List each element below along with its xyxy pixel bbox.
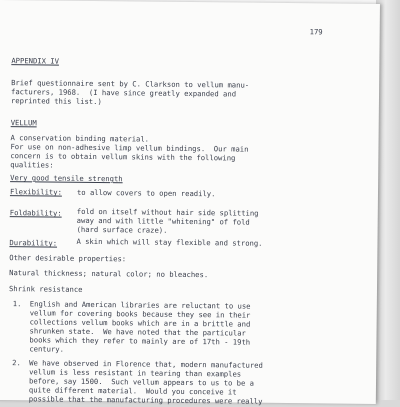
- quality-definition: to allow covers to open readily.: [76, 187, 216, 199]
- purpose-line: concern is to obtain vellum skins with the following: [10, 151, 236, 163]
- purpose-line: qualities:: [10, 160, 54, 170]
- item-line: quite different material. Would you conceive it: [28, 385, 237, 397]
- quality-definition: away and with little "whitening" of fold: [76, 215, 250, 227]
- section-title: VELLUM: [10, 118, 37, 128]
- page-number: 179: [309, 27, 323, 37]
- item-line: century.: [29, 344, 65, 354]
- qualities-heading: Very good tensile strength: [10, 173, 123, 184]
- other-heading: Other desirable properties:: [9, 253, 127, 264]
- appendix-heading: APPENDIX IV: [11, 56, 60, 66]
- item-line: vellum for covering books because they see in their: [29, 308, 251, 320]
- item-line: before, say 1500. Such vellum appears to us to be a: [28, 376, 255, 388]
- intro-line: Brief questionnaire sent by C. Clarkson to vellum manu-: [11, 78, 250, 90]
- quality-term: Durability:: [9, 238, 58, 248]
- other-line: Natural thickness; natural color; no bleaches.: [9, 268, 209, 280]
- intro-line: facturers, 1968. (I have since greatly expanded and: [10, 87, 237, 99]
- item-number: 2.: [12, 358, 21, 368]
- item-line: books which they refer to mainly are of 17th - 19th: [29, 335, 251, 347]
- purpose-line: For use on non-adhesive limp vellum bindings. Our main: [10, 142, 249, 154]
- quality-term: Flexibility:: [9, 187, 62, 197]
- item-line: English and American libraries are reluctant to use: [29, 299, 251, 311]
- item-line: possible that the manufacturing procedures were really: [28, 394, 263, 406]
- quality-definition: fold on itself without hair side splitting: [76, 206, 259, 218]
- item-line: shrunken state. We have noted that the particular: [29, 326, 246, 338]
- item-number: 1.: [12, 299, 22, 309]
- shrink-heading: Shrink resistance: [8, 284, 83, 294]
- quality-definition: A skin which will stay flexible and strong.: [76, 236, 263, 248]
- page-edge: [376, 0, 400, 400]
- intro-line: reprinted this list.): [10, 96, 102, 107]
- item-line: collections vellum books which are in a brittle and: [29, 317, 251, 329]
- quality-term: Foldability:: [9, 208, 62, 218]
- item-line: We have observed in Florence that, modern manufactured: [29, 358, 263, 370]
- item-line: vellum is less resistant in tearing than examples: [29, 367, 242, 379]
- purpose-line: A conservation binding material.: [10, 133, 150, 144]
- quality-definition: (hard surface craze).: [76, 224, 168, 235]
